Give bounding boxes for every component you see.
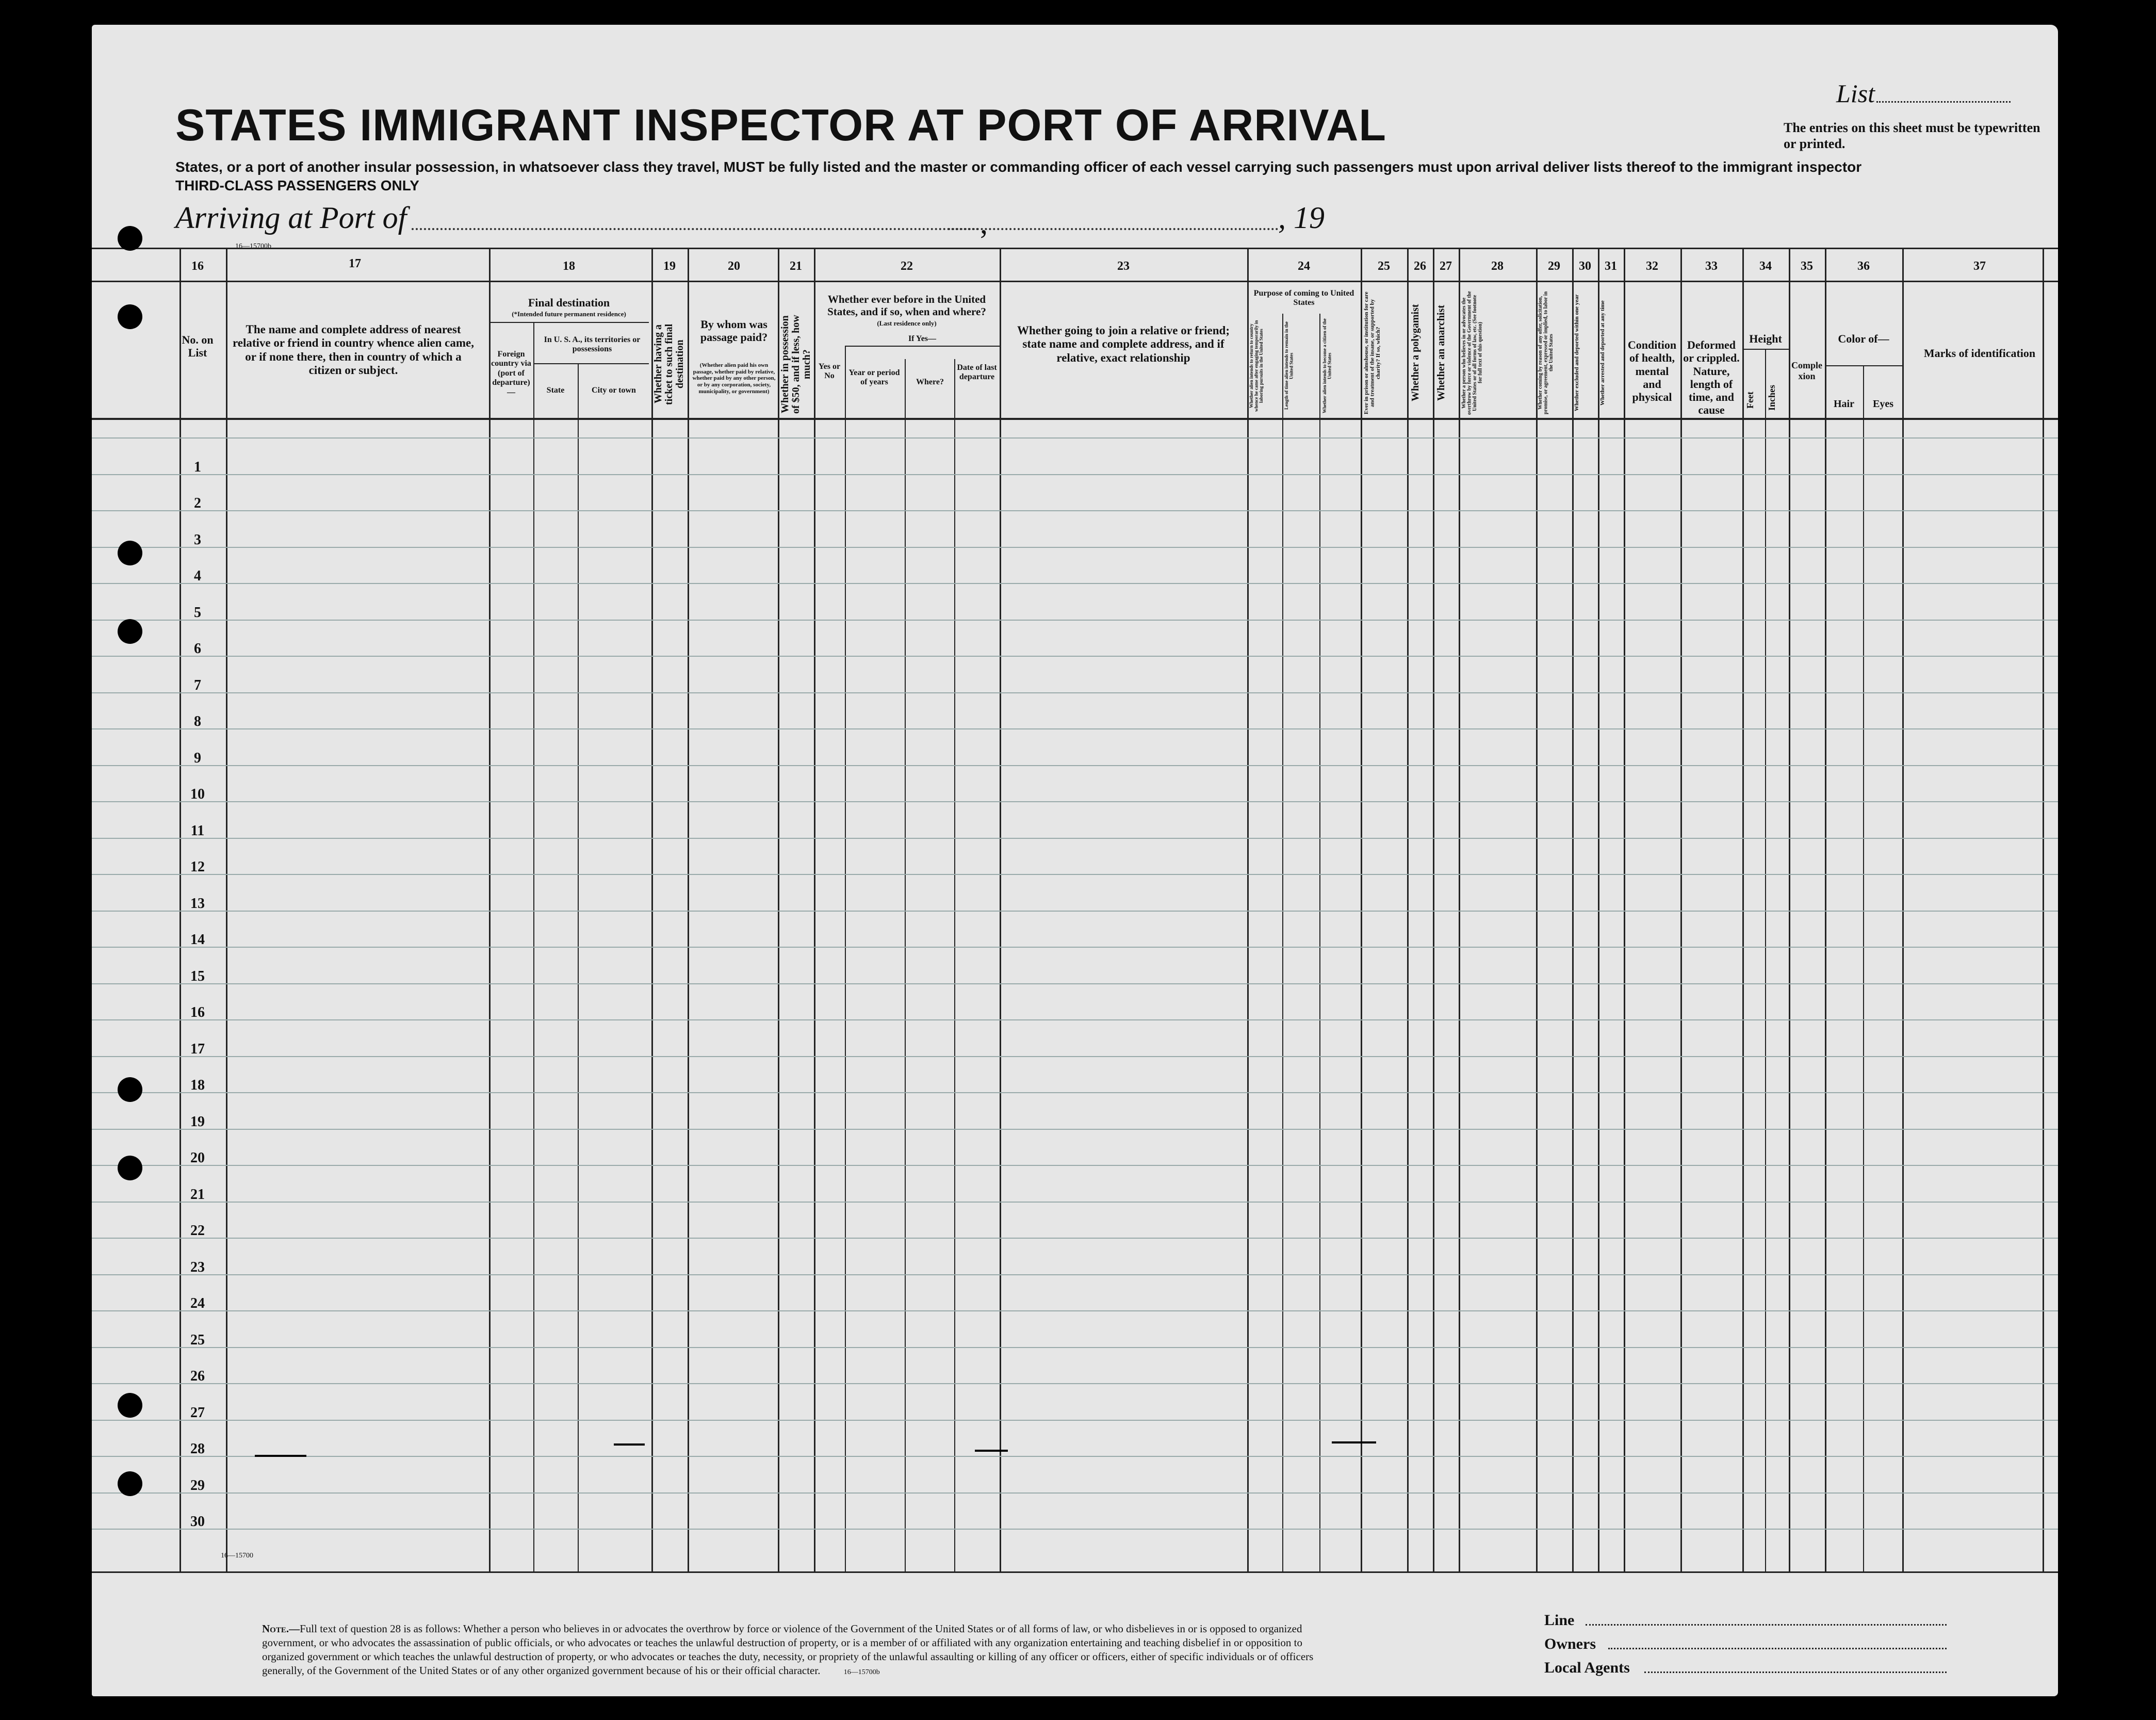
row-rule [92,801,2058,802]
colnum-37: 37 [1973,259,1986,273]
binder-hole [118,1471,142,1496]
header-passage-sub: (Whether alien paid his own passage, whether paid by relative, whether paid by any other person, or by any corporation, society, municipality, or government) [692,362,776,395]
header-eyes: Eyes [1873,398,1893,410]
row-rule [92,983,2058,984]
row-rule [92,692,2058,693]
subcol-line [845,346,846,1571]
form-number-top: 16—15700b [235,242,271,250]
row-number: 25 [190,1332,205,1348]
colnum-23: 23 [1117,259,1130,273]
row-rule [92,437,2058,439]
row-rule [92,1310,2058,1311]
binder-hole [118,226,142,251]
row-rule [92,656,2058,657]
header-date-departure: Date of last departure [957,363,997,382]
table-bottom-line [92,1571,2058,1573]
row-number: 16 [190,1004,205,1020]
header-state: State [546,386,565,395]
row-rule [92,1420,2058,1421]
row-rule [92,547,2058,548]
row-number: 27 [190,1405,205,1421]
header-purpose: Purpose of coming to United States [1253,289,1354,307]
header-labor-offer: Whether coming by reason of any offer, solicitation, promise, or agreement, expressed or implied, to labor in the United States [1538,291,1554,415]
header-feet: Feet [1745,392,1755,409]
port-field[interactable] [412,228,979,230]
header-anarchist: Whether an anarchist [1435,305,1447,401]
row-rule [92,1238,2058,1239]
header-join-relative: Whether going to join a relative or friend; state name and complete address, and if relative, exact relationship [1017,324,1230,364]
binder-hole [118,1077,142,1102]
c18-usa-line [533,363,649,364]
instruction-text: States, or a port of another insular possession, in whatsoever class they travel, MUST be fully listed and the master or commanding officer of each vessel carrying such passengers must upon arrival deliver lists thereof to the immigrant inspector [175,159,1862,175]
pen-mark [255,1455,306,1457]
colnum-16: 16 [191,259,204,273]
row-number: 7 [194,677,201,693]
header-yes-no: Yes or No [818,362,841,381]
row-number: 4 [194,568,201,584]
row-number: 28 [190,1441,205,1457]
pen-mark [1332,1441,1376,1443]
header-where: Where? [916,378,944,386]
col-line [1789,248,1790,1571]
row-rule [92,911,2058,912]
row-rule [92,1529,2058,1530]
col-line [1433,248,1434,1571]
subcol-line [905,359,906,1571]
colnum-29: 29 [1548,259,1560,273]
col-line [651,248,653,1571]
date-field[interactable] [948,228,1278,230]
col-line [1624,248,1625,1571]
row-rule [92,1165,2058,1166]
header-no-on-list: No. on List [182,333,214,360]
col-line [1407,248,1409,1571]
row-number: 10 [190,786,205,802]
col-line [1536,248,1538,1571]
row-number: 21 [190,1187,205,1203]
header-health: Condition of health, mental and physical [1627,338,1677,404]
header-foreign-country: Foreign country via (port of departure)— [491,350,531,397]
col-line [1459,248,1460,1571]
colnum-35: 35 [1801,259,1813,273]
colnum-22: 22 [901,259,913,273]
line-label: Line [1544,1612,1575,1629]
page-title: STATES IMMIGRANT INSPECTOR AT PORT OF ARRIVAL [175,101,1386,150]
header-color-of: Color of— [1838,332,1889,345]
colnum-36: 36 [1857,259,1870,273]
row-rule [92,765,2058,766]
header-complexion: Complexion [1791,360,1822,381]
row-rule [92,874,2058,875]
pen-mark [614,1443,645,1446]
header-in-usa: In U. S. A., its territories or possessions [544,335,641,354]
row-number: 17 [190,1041,205,1057]
header-purpose-length: Length of time alien intends to remain in the United States [1284,321,1294,410]
port-comma: , [980,206,988,240]
row-number: 6 [194,641,201,657]
colnum-32: 32 [1646,259,1658,273]
row-number: 3 [194,532,201,548]
header-ticket: Whether having a ticket to such final destination [652,323,685,405]
colnum-21: 21 [790,259,802,273]
pen-mark [975,1450,1008,1452]
row-rule [92,583,2058,584]
manifest-sheet [92,25,2058,1696]
entries-instruction: The entries on this sheet must be typewritten or printed. [1784,120,2040,152]
col-line [814,248,815,1571]
subcol-line [578,363,579,1571]
colnum-20: 20 [728,259,740,273]
colnum-28: 28 [1491,259,1504,273]
col-line [1825,248,1826,1571]
binder-hole [118,304,142,329]
header-q28: Whether a person who believes in or advocates the overthrow by force or violence of the Government of the United States or of all forms of law, etc. (See footnote for full text of this question) [1461,291,1483,415]
row-number: 24 [190,1295,205,1311]
col-line [1572,248,1574,1571]
row-rule [92,1347,2058,1348]
owners-label: Owners [1544,1635,1596,1652]
row-rule [92,947,2058,948]
header-bottom-line [92,418,2058,420]
header-possession-50: Whether in possession of $50, and if less, how much? [779,315,812,414]
header-final-destination-sub: (*Intended future permanent residence) [512,310,626,318]
row-number: 1 [194,459,201,475]
year-label: , 19 [1278,201,1325,235]
col-line [688,248,689,1571]
row-rule [92,838,2058,839]
row-number: 9 [194,750,201,766]
row-rule [92,1492,2058,1494]
form-number-bottom: 16—15700 [221,1552,253,1560]
footnote [262,1622,1335,1678]
row-number: 13 [190,896,205,912]
row-rule [92,620,2058,621]
col-line [1361,248,1362,1571]
row-number: 29 [190,1478,205,1494]
header-ever-before: Whether ever before in the United States, and if so, when and where? [827,293,986,318]
subcol-line [954,359,955,1571]
header-final-destination: Final destination [528,296,610,309]
local-agents-field[interactable] [1644,1672,1947,1673]
header-excluded: Whether excluded and deported within one year [1574,294,1580,412]
footnote-form: 16—15700b [843,1668,880,1676]
class-line: THIRD-CLASS PASSENGERS ONLY [175,177,419,193]
binder-hole [118,1156,142,1180]
colnum-25: 25 [1378,259,1390,273]
subcol-line [1765,349,1766,1571]
footnote-text: Full text of question 28 is as follows: Whether a person who believes in or advocates the overthrow by force or violence of the Government of the United States or of all forms of law, or who disbelieves in or is opposed to organized government, or who advocates the assassination of public officials, or who advocates or teaches the unlawful destruction of property, or is a member of or affiliated with any organization entertaining and teaching disbelief in or opposition to organized government or which teaches the unlawful destruction of property, or who advocates or teaches the duty, necessity, or propriety of the unlawful assaulting or killing of any officer or officers, either of specific individuals or of officers generally, of the Government of the United States or of any other organized government because of his or their official character. [262,1622,1314,1677]
row-number: 18 [190,1077,205,1093]
row-number: 19 [190,1114,205,1130]
colnum-31: 31 [1605,259,1617,273]
row-number: 23 [190,1259,205,1275]
colnum-33: 33 [1705,259,1718,273]
row-rule [92,1056,2058,1057]
col-line [1680,248,1682,1571]
c22-sub-line [845,346,1000,347]
header-deformed: Deformed or crippled. Nature, length of time, and cause [1683,338,1740,417]
col-line [2043,248,2044,1571]
row-rule [92,1274,2058,1275]
row-rule [92,1092,2058,1093]
row-rule [92,510,2058,511]
row-number: 15 [190,968,205,984]
colnum-26: 26 [1414,259,1426,273]
col-line [1902,248,1904,1571]
colnum-30: 30 [1579,259,1591,273]
header-prison: Ever in prison or almshouse, or institution for care and treatment of the insane, or supported by charity? If so, which? [1363,291,1382,414]
header-polygamist: Whether a polygamist [1410,304,1421,402]
binder-hole [118,619,142,644]
arriving-label: Arriving at Port of [175,201,407,235]
row-number: 5 [194,605,201,621]
row-number: 14 [190,932,205,948]
owners-field[interactable] [1608,1648,1947,1649]
header-year-period: Year or period of years [848,368,900,387]
row-number: 8 [194,713,201,729]
list-number-field[interactable] [1876,101,2011,103]
row-number: 20 [190,1150,205,1166]
row-rule [92,728,2058,729]
colnum-27: 27 [1440,259,1452,273]
col-line [1247,248,1249,1571]
row-rule [92,474,2058,475]
col-line [778,248,779,1571]
row-rule [92,1019,2058,1020]
row-number: 12 [190,859,205,875]
line-field[interactable] [1586,1624,1947,1626]
table-top-line [92,248,2058,249]
header-purpose-citizen: Whether alien intends to become a citizen of the United States [1322,318,1332,413]
local-agents-label: Local Agents [1544,1659,1630,1676]
row-rule [92,1383,2058,1384]
binder-hole [118,1393,142,1418]
header-marks: Marks of identification [1923,347,2036,360]
row-number: 22 [190,1223,205,1239]
header-nearest-relative: The name and complete address of nearest relative or friend in country whence alien came, or if none there, then in country of which a citizen or subject. [232,323,474,377]
header-last-residence: (Last residence only) [877,319,937,327]
header-height: Height [1749,332,1782,345]
header-purpose-return: Whether alien intends to return to country whence he came after engaging temporarily in laboring pursuits in the United States [1249,320,1264,412]
colnum-19: 19 [663,259,676,273]
row-rule [92,1129,2058,1130]
header-passage-paid: By whom was passage paid? [700,318,768,344]
col-line [489,248,491,1571]
header-city: City or town [592,386,636,395]
row-number: 30 [190,1514,205,1530]
colnum-18: 18 [563,259,575,273]
colnum-24: 24 [1298,259,1310,273]
c18-sub-line [489,322,649,323]
list-label: List [1836,79,1875,108]
col-line [226,248,227,1571]
header-inches: Inches [1767,385,1777,411]
row-rule [92,1202,2058,1203]
row-number: 2 [194,495,201,511]
colnum-34: 34 [1759,259,1772,273]
row-number: 26 [190,1368,205,1384]
colnum-line [92,281,2058,282]
header-if-yes: If Yes— [908,334,937,343]
col-line [1000,248,1001,1571]
row-rule [92,1456,2058,1457]
footnote-label: Note.— [262,1622,300,1635]
col-line [1742,248,1744,1571]
binder-hole [118,541,142,565]
header-hair: Hair [1834,398,1854,410]
colnum-17: 17 [349,257,361,270]
header-arrested: Whether arrested and deported at any time [1599,300,1606,405]
col-line [1598,248,1599,1571]
row-number: 11 [190,823,205,839]
